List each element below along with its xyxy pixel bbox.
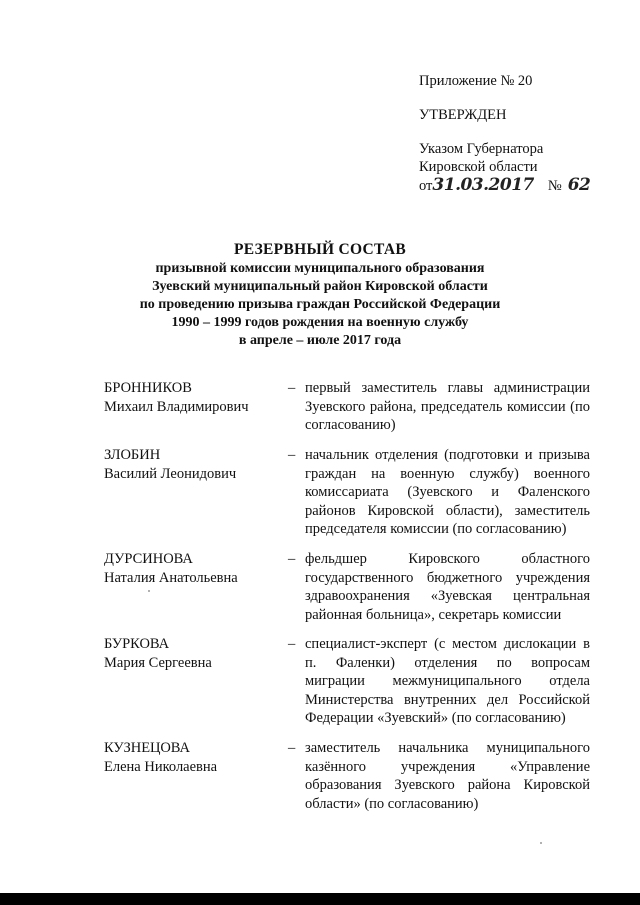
- handwritten-number: 62: [567, 175, 591, 195]
- scan-speck: [148, 590, 150, 592]
- member-dash: –: [288, 740, 296, 756]
- member-role: заместитель начальника муниципального казённого учреждения «Управление образования Зуевского района Кировской области» (по согласованию): [305, 740, 590, 812]
- member-surname: ЗЛОБИН: [104, 447, 161, 463]
- member-name: [104, 550, 284, 587]
- handwritten-date: 31.03.2017: [432, 175, 534, 195]
- member-name: [104, 446, 284, 483]
- member-role: первый заместитель главы администрации Зуевского района, председатель комиссии (по согласованию): [305, 380, 590, 433]
- scan-speck: [540, 842, 542, 844]
- member-dash: –: [288, 380, 296, 396]
- member-given-name: Мария Сергеевна: [104, 654, 212, 671]
- annex-number: Приложение № 20: [419, 73, 533, 89]
- title-line: по проведению призыва граждан Российской Федерации: [139, 297, 501, 312]
- member-role: специалист-эксперт (с местом дислокации в п. Фаленки) отделения по вопросам миграции межмуниципального отдела Министерства внутренних дел Российской Федерации «Зуевский» (по согласованию): [305, 636, 590, 726]
- title-main: РЕЗЕРВНЫЙ СОСТАВ: [233, 241, 407, 258]
- approval-stamp: [419, 72, 619, 195]
- member-given-name: Михаил Владимирович: [104, 398, 249, 415]
- member-surname: ДУРСИНОВА: [104, 551, 193, 567]
- member-name: [104, 379, 284, 416]
- title-line: Зуевский муниципальный район Кировской области: [152, 279, 488, 294]
- title-line: в апреле – июле 2017 года: [238, 333, 402, 348]
- member-role: начальник отделения (подготовки и призыва граждан на военную службу) военного комиссариата (Зуевского и Фаленского районов Кировской области), заместитель председателя комиссии (по согласованию): [305, 447, 590, 537]
- member-dash: –: [288, 636, 296, 652]
- scan-border: [0, 893, 640, 905]
- member-dash: –: [288, 551, 296, 567]
- member-name: [104, 739, 284, 776]
- date-prefix: от: [419, 178, 433, 194]
- member-name: [104, 635, 284, 672]
- title-line: призывной комиссии муниципального образования: [155, 261, 485, 276]
- title-line: 1990 – 1999 годов рождения на военную службу: [171, 315, 469, 330]
- member-given-name: Наталия Анатольевна: [104, 569, 238, 586]
- approved-label: УТВЕРЖДЕН: [419, 107, 507, 123]
- member-given-name: Елена Николаевна: [104, 758, 218, 775]
- member-surname: КУЗНЕЦОВА: [104, 740, 191, 756]
- member-dash: –: [288, 447, 296, 463]
- member-surname: БРОННИКОВ: [104, 380, 192, 396]
- document-title: [60, 240, 580, 350]
- decree-line-2: Кировской области: [419, 159, 538, 175]
- member-given-name: Василий Леонидович: [104, 465, 237, 482]
- member-surname: БУРКОВА: [104, 636, 170, 652]
- decree-date-line: [419, 176, 619, 195]
- member-role: фельдшер Кировского областного государственного бюджетного учреждения здравоохранения «Зуевская центральная районная больница», секретарь комиссии: [305, 551, 590, 623]
- number-sign: №: [547, 178, 562, 194]
- decree-line-1: Указом Губернатора: [419, 141, 544, 157]
